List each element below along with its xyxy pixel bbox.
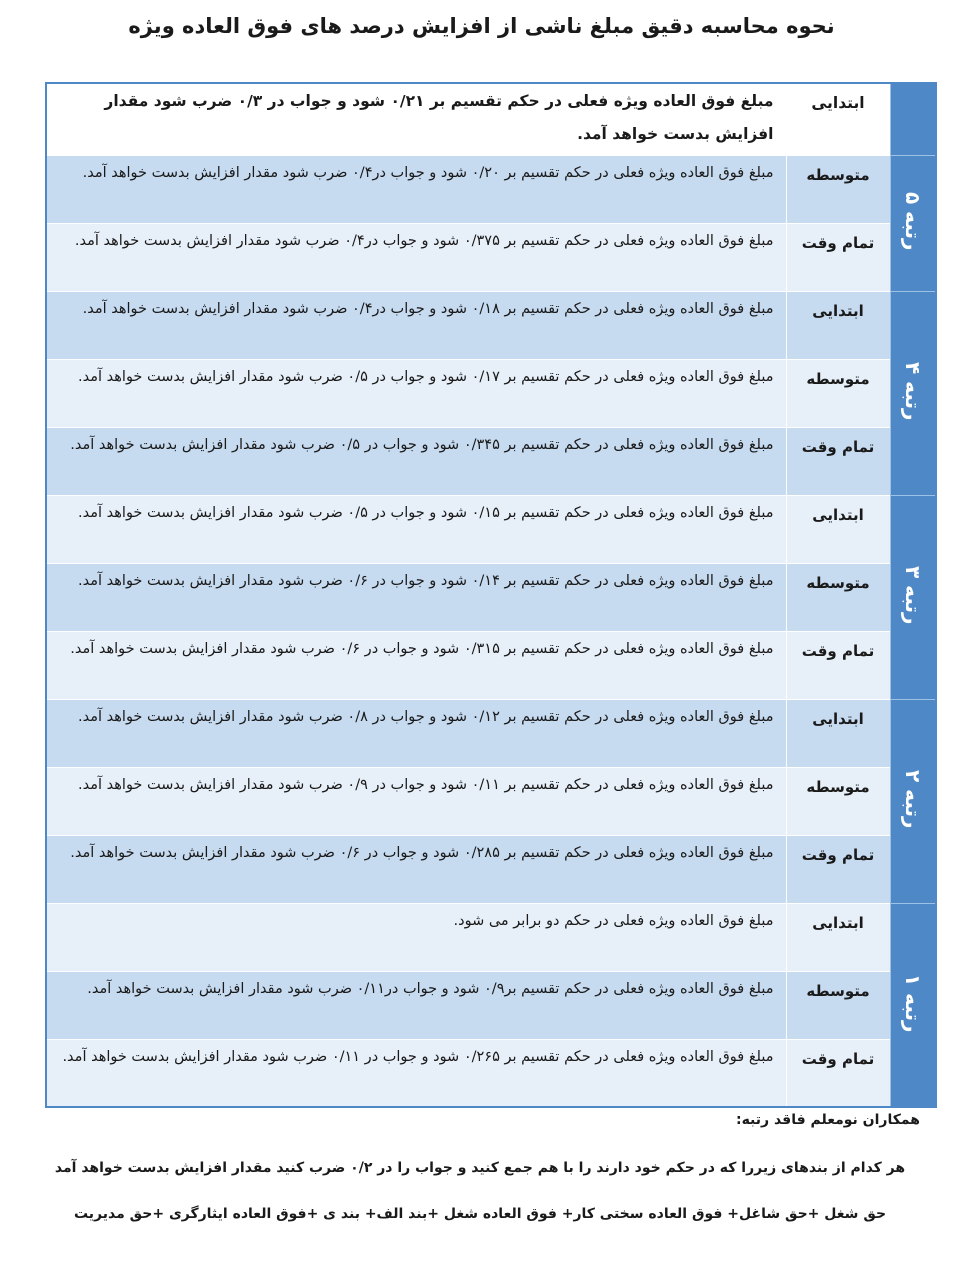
description-cell: مبلغ فوق العاده ویژه فعلی در حکم تقسیم بر ۰/۱۸ شود و جواب در۰/۴ ضرب شود مقدار افزایش بدست خواهد آمد. — [46, 291, 786, 359]
footer-items-list: حق شغل +حق شاغل+ فوق العاده سختی کار+ فوق العاده شغل +بند الف+ بند ی +فوق العاده ایثارگری +حق مدیریت — [73, 1206, 887, 1222]
rank-label-3: رتبه ۳ — [890, 495, 936, 699]
table-row — [46, 83, 936, 155]
description-cell: مبلغ فوق العاده ویژه فعلی در حکم تقسیم بر ۰/۱۴ شود و جواب در ۰/۶ ضرب شود مقدار افزایش بدست خواهد آمد. — [46, 563, 786, 631]
table-row — [46, 767, 936, 835]
description-cell: مبلغ فوق العاده ویژه فعلی در حکم تقسیم بر ۰/۲۰ شود و جواب در۰/۴ ضرب شود مقدار افزایش بدست خواهد آمد. — [46, 155, 786, 223]
level-cell: متوسطه — [786, 155, 890, 223]
description-cell: مبلغ فوق العاده ویژه فعلی در حکم تقسیم بر ۰/۲۶۵ شود و جواب در ۰/۱۱ ضرب شود مقدار افزایش بدست خواهد آمد. — [46, 1039, 786, 1107]
rank-cell-blank — [890, 83, 936, 155]
level-cell: متوسطه — [786, 971, 890, 1039]
description-cell: مبلغ فوق العاده ویژه فعلی در حکم تقسیم بر ۰/۲۱ شود و جواب در ۰/۳ ضرب شود مقدار افزایش بدست خواهد آمد. — [46, 83, 786, 155]
level-cell: متوسطه — [786, 767, 890, 835]
level-cell: متوسطه — [786, 563, 890, 631]
table-row — [46, 699, 936, 767]
rank-label-2: رتبه ۲ — [890, 699, 936, 903]
level-cell: ابتدایی — [786, 699, 890, 767]
description-cell: مبلغ فوق العاده ویژه فعلی در حکم تقسیم بر ۰/۱۷ شود و جواب در ۰/۵ ضرب شود مقدار افزایش بدست خواهد آمد. — [46, 359, 786, 427]
page-title: نحوه محاسبه دقیق مبلغ ناشی از افزایش درصد های فوق العاده ویژه — [128, 14, 835, 38]
description-cell: مبلغ فوق العاده ویژه فعلی در حکم تقسیم بر۰/۹ شود و جواب در۰/۱۱ ضرب شود مقدار افزایش بدست خواهد آمد. — [46, 971, 786, 1039]
description-cell: مبلغ فوق العاده ویژه فعلی در حکم تقسیم بر ۰/۱۵ شود و جواب در ۰/۵ ضرب شود مقدار افزایش بدست خواهد آمد. — [46, 495, 786, 563]
table-row — [46, 835, 936, 903]
table-row — [46, 291, 936, 359]
table-row — [46, 495, 936, 563]
rank-label-5: رتبه ۵ — [890, 155, 936, 291]
footer-heading: همکاران نومعلم فاقد رتبه: — [735, 1112, 920, 1128]
description-cell: مبلغ فوق العاده ویژه فعلی در حکم تقسیم بر ۰/۲۸۵ شود و جواب در ۰/۶ ضرب شود مقدار افزایش بدست خواهد آمد. — [46, 835, 786, 903]
rank-label-1: رتبه ۱ — [890, 903, 936, 1107]
level-cell: تمام وقت — [786, 223, 890, 291]
description-cell: مبلغ فوق العاده ویژه فعلی در حکم تقسیم بر ۰/۳۱۵ شود و جواب در ۰/۶ ضرب شود مقدار افزایش بدست خواهد آمد. — [46, 631, 786, 699]
description-cell: مبلغ فوق العاده ویژه فعلی در حکم تقسیم بر ۰/۳۷۵ شود و جواب در۰/۴ ضرب شود مقدار افزایش بدست خواهد آمد. — [46, 223, 786, 291]
table-row — [46, 223, 936, 291]
level-cell: تمام وقت — [786, 631, 890, 699]
level-cell: ابتدایی — [786, 495, 890, 563]
description-cell: مبلغ فوق العاده ویژه فعلی در حکم تقسیم بر ۰/۱۱ شود و جواب در ۰/۹ ضرب شود مقدار افزایش بدست خواهد آمد. — [46, 767, 786, 835]
level-cell: ابتدایی — [786, 291, 890, 359]
description-cell: مبلغ فوق العاده ویژه فعلی در حکم تقسیم بر ۰/۱۲ شود و جواب در ۰/۸ ضرب شود مقدار افزایش بدست خواهد آمد. — [46, 699, 786, 767]
calculation-table — [45, 82, 937, 1108]
level-cell: تمام وقت — [786, 835, 890, 903]
table-row — [46, 155, 936, 223]
table-row — [46, 563, 936, 631]
level-cell: تمام وقت — [786, 427, 890, 495]
description-cell: مبلغ فوق العاده ویژه فعلی در حکم تقسیم بر ۰/۳۴۵ شود و جواب در ۰/۵ ضرب شود مقدار افزایش بدست خواهد آمد. — [46, 427, 786, 495]
table-row — [46, 971, 936, 1039]
rank-label-4: رتبه ۴ — [890, 291, 936, 495]
table-row — [46, 427, 936, 495]
table-row — [46, 1039, 936, 1107]
table-row — [46, 359, 936, 427]
footer-instruction: هر کدام از بندهای زیررا که در حکم خود دارند را با هم جمع کنید و جواب را در ۰/۲ ضرب کنید مقدار افزایش بدست خواهد آمد — [54, 1160, 906, 1176]
level-cell: ابتدایی — [786, 83, 890, 155]
level-cell: تمام وقت — [786, 1039, 890, 1107]
level-cell: ابتدایی — [786, 903, 890, 971]
table-row — [46, 631, 936, 699]
level-cell: متوسطه — [786, 359, 890, 427]
table-row — [46, 903, 936, 971]
description-cell: مبلغ فوق العاده ویژه فعلی در حکم دو برابر می شود. — [46, 903, 786, 971]
